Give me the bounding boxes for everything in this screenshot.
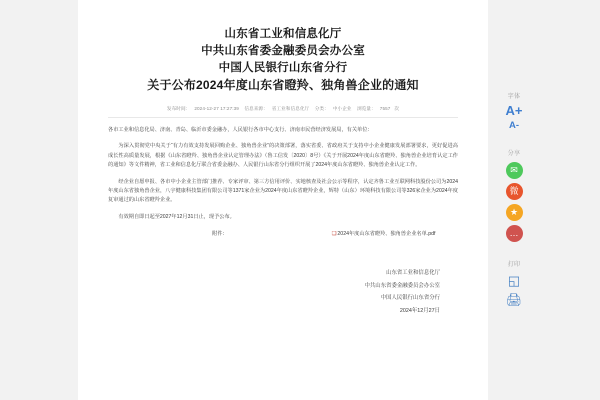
- attachment-link[interactable]: 2024年度山东省瞪羚、独角兽企业名单.pdf: [337, 231, 436, 238]
- document-sheet: [78, 0, 488, 400]
- more-share-icon[interactable]: …: [506, 225, 523, 242]
- font-size-group: [494, 92, 534, 133]
- title-line-4: 关于公布2024年度山东省瞪羚、独角兽企业的通知: [147, 78, 419, 92]
- paragraph-2: 经企业自愿申报、各市中小企业主管部门推荐、专家评审、第三方信用评价、实地核查及社会公示等程序，认定齐鲁工业互联网科技股份公司为2024年度山东省独角兽企业，八宇健康科技集团有限公司等1371家企业为2024年度山东省瞪羚企业，辉特（山东）环境科技有限公司等326家企业为2024年度复审通过的山东省瞪羚企业。: [108, 178, 458, 204]
- document-body: [108, 126, 458, 222]
- paragraph-3: 有效期自即日起至2027年12月31日止，现予公布。: [118, 213, 235, 220]
- source-value: 省工业和信息化厅: [271, 106, 310, 111]
- font-decrease-button[interactable]: A-: [508, 120, 520, 131]
- page-title: [108, 26, 458, 94]
- category-label: 分类：: [314, 106, 329, 111]
- print-icon[interactable]: 🖨: [505, 292, 523, 307]
- publish-time-value: 2024-12-27 17:27:39: [194, 106, 239, 111]
- read-count-value: 7557: [379, 106, 391, 111]
- title-line-2: 中共山东省委金融委员会办公室: [201, 45, 365, 57]
- favorite-icon[interactable]: ★: [506, 204, 523, 221]
- read-count-unit: 次: [394, 106, 400, 111]
- font-size-label: 字体: [507, 94, 521, 100]
- attachment-label: 附件：: [212, 231, 228, 238]
- pdf-file-icon: ❏: [331, 231, 337, 238]
- print-label: 打印: [507, 262, 521, 268]
- title-line-1: 山东省工业和信息化厅: [224, 28, 342, 40]
- share-group: [494, 149, 534, 244]
- weibo-share-icon[interactable]: 微: [506, 183, 523, 200]
- side-toolbar: [494, 92, 534, 325]
- signature-line-1: 山东省工业和信息化厅: [386, 270, 440, 277]
- share-icon-stack: [494, 160, 534, 244]
- category-value: 中小企业: [332, 106, 352, 111]
- attachment-row: [108, 229, 458, 239]
- title-line-3: 中国人民银行山东省分行: [218, 62, 348, 74]
- signature-date: 2024年12月27日: [399, 307, 440, 314]
- signature-block: [108, 267, 458, 317]
- share-label: 分享: [507, 151, 521, 157]
- paragraph-1: 为深入贯彻党中央关于“有力有效支持发展回购企业、独角兽企业”的决策部署，落实省委、省政府关于支持中小企业健康发展部署要求，更好促进高成长性高质量发展，根据《山东省瞪羚、独角兽企业认定管理办法》（鲁工信发〔2020〕8号）《关于开展2024年度山东省瞪羚、独角兽企业培育认定工作的通知》等文件精神，省工业和信息化厅联合省委金融办、人民银行山东省分行组织开展了2024年度山东省瞪羚、独角兽企业认定工作。: [108, 143, 458, 169]
- read-count-label: 浏览量：: [357, 106, 376, 111]
- document-meta: [108, 105, 458, 113]
- paragraph-salutation: 各市工业和信息化局、济南、青岛、临沂市委金融办，人民银行各市中心支行、济南市民营经济发展局，有关单位：: [108, 127, 373, 133]
- meta-divider: [108, 117, 458, 118]
- print-icon-stack: [494, 271, 534, 309]
- signature-line-2: 中共山东省委金融委员会办公室: [364, 282, 440, 289]
- print-group: [494, 260, 534, 309]
- publish-time-label: 发布时间：: [166, 106, 191, 111]
- source-label: 信息来源：: [244, 106, 268, 111]
- font-increase-button[interactable]: A+: [505, 103, 523, 118]
- page-icon[interactable]: ◱: [507, 273, 521, 288]
- signature-line-3: 中国人民银行山东省分行: [380, 295, 440, 302]
- wechat-share-icon[interactable]: ✉: [506, 162, 523, 179]
